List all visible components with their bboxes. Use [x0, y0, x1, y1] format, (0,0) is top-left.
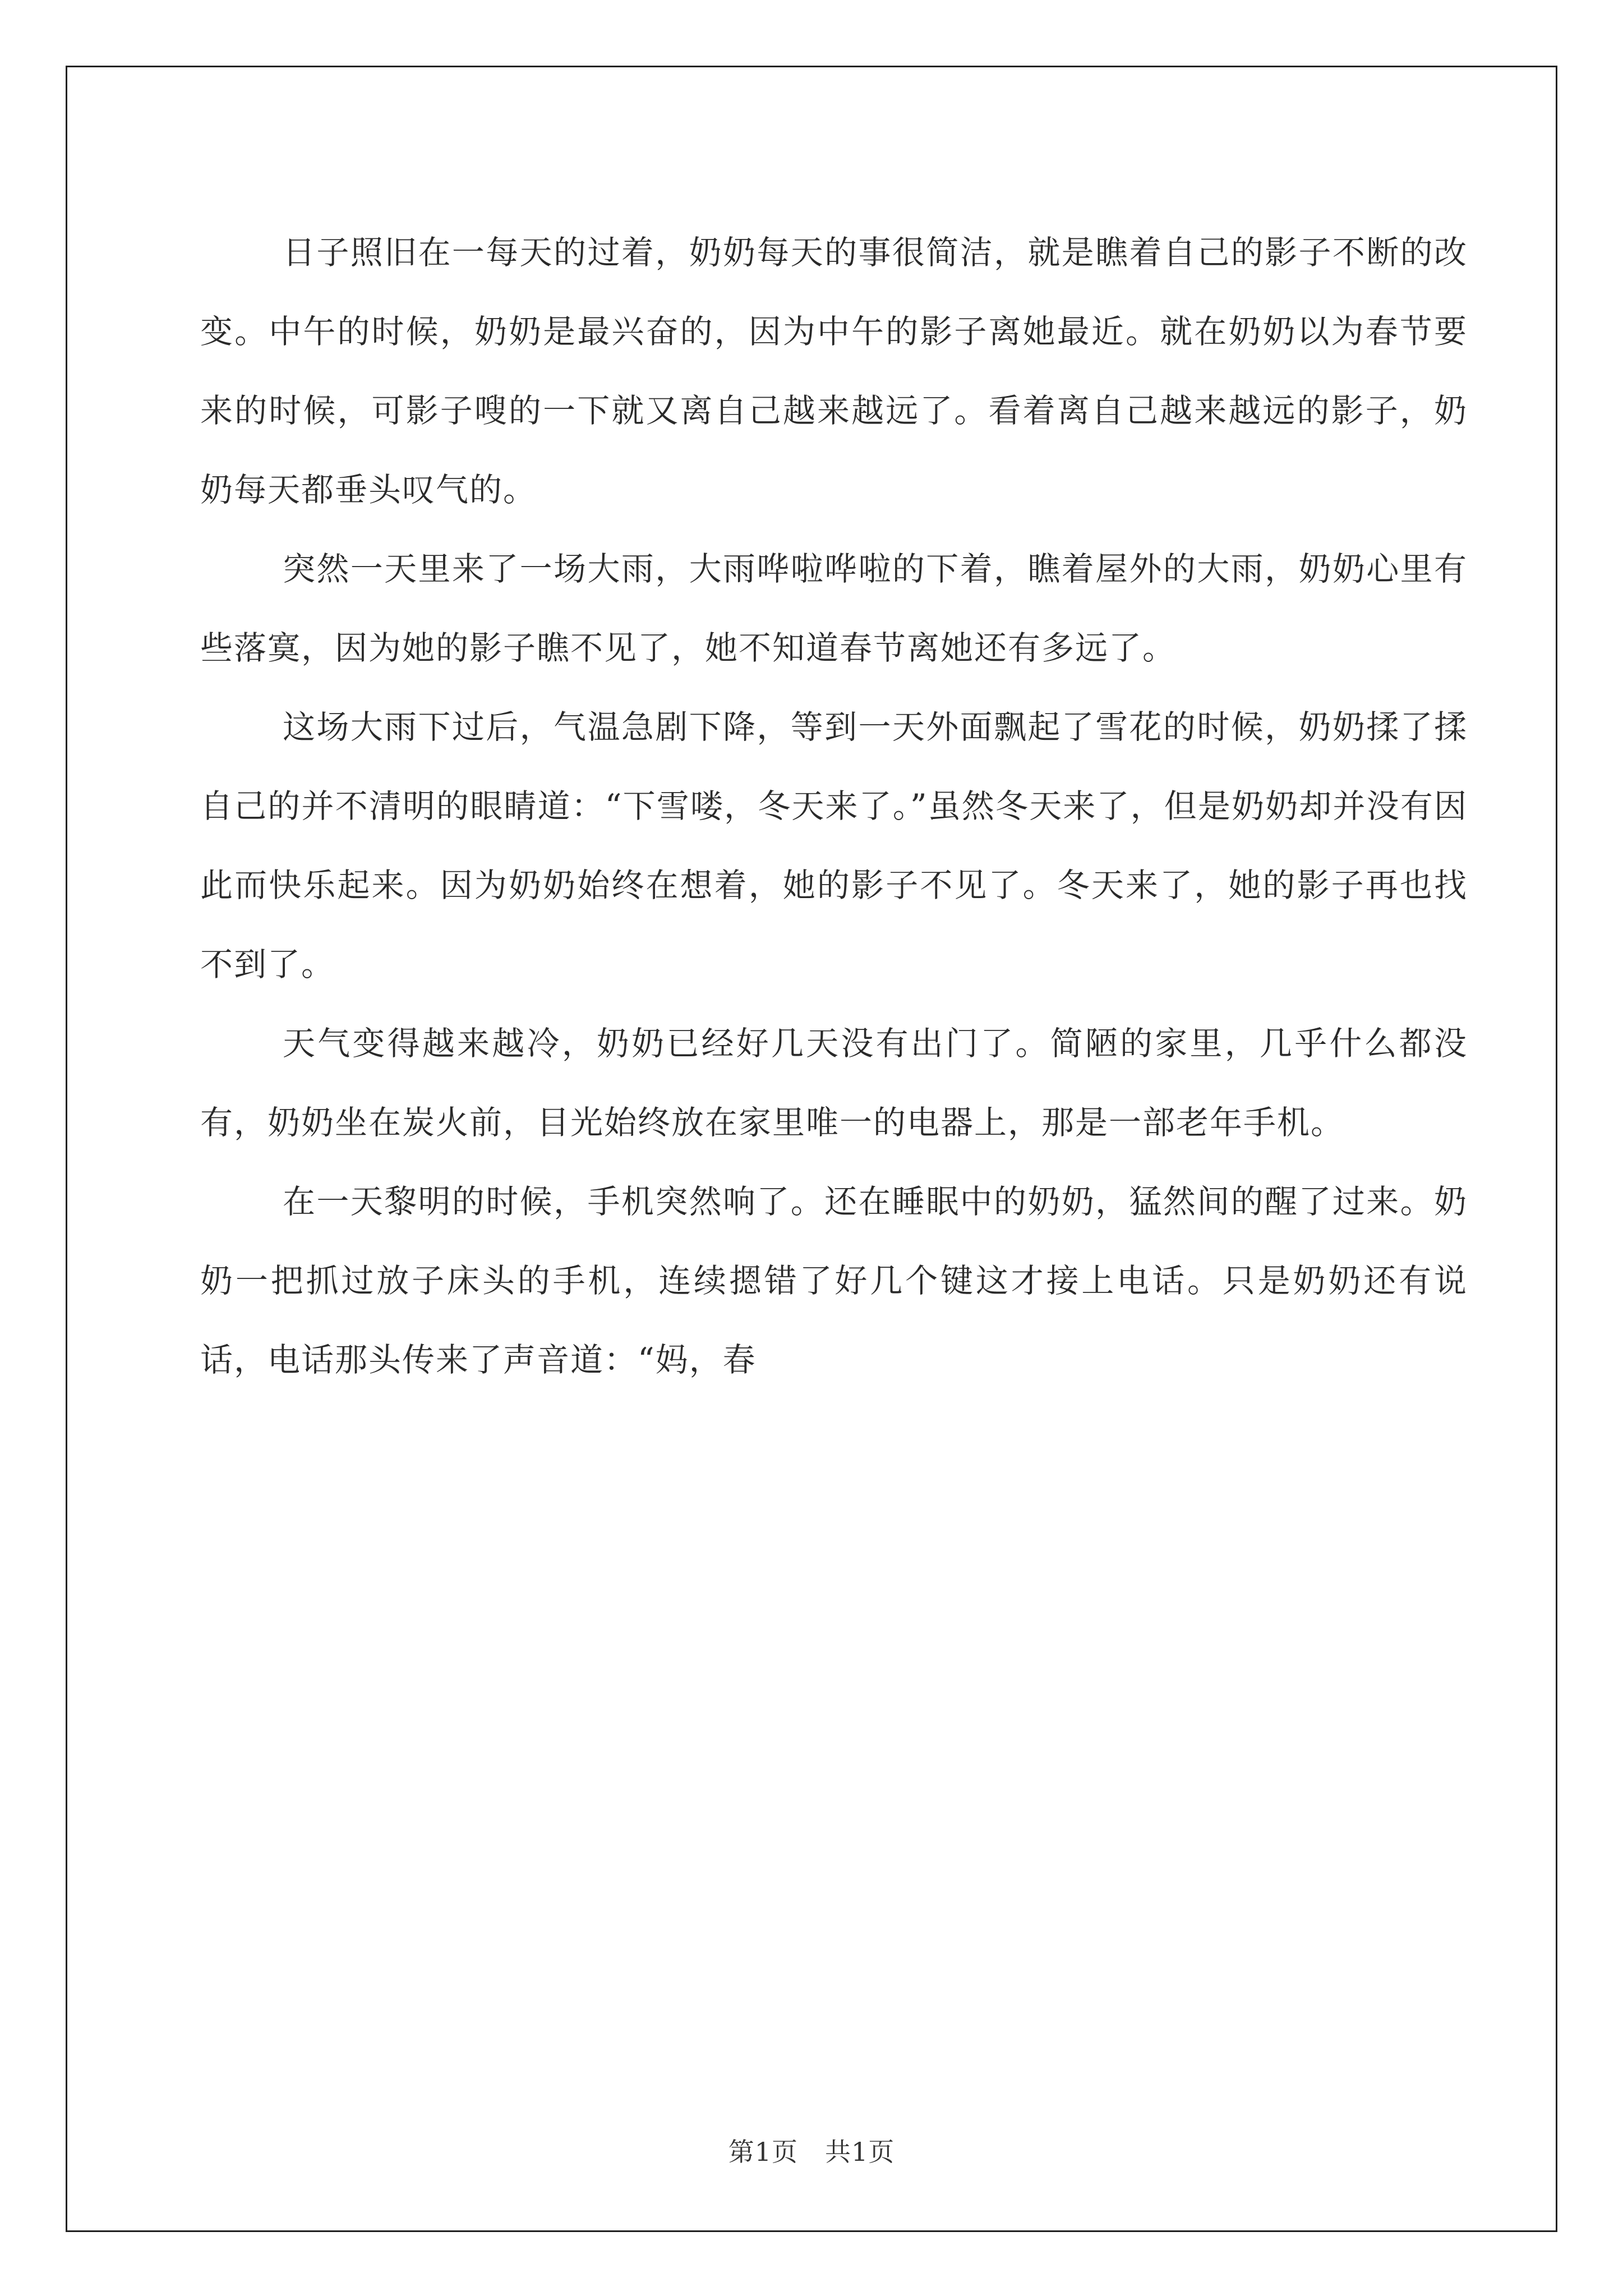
paragraph-1: 日子照旧在一每天的过着，奶奶每天的事很简洁，就是瞧着自己的影子不断的改变。中午的时候，奶奶是最兴奋的，因为中午的影子离她最近。就在奶奶以为春节要来的时候，可影子嗖的一下就又离自己越来越远了。看着离自己越来越远的影子，奶奶每天都垂头叹气的。: [200, 233, 1468, 509]
paragraph-2: 突然一天里来了一场大雨，大雨哗啦哗啦的下着，瞧着屋外的大雨，奶奶心里有些落寞，因为她的影子瞧不见了，她不知道春节离她还有多远了。: [200, 550, 1468, 667]
page-footer: [0, 2132, 1623, 2169]
page-number-total: 共1页: [825, 2137, 895, 2167]
paragraph-5: 在一天黎明的时候，手机突然响了。还在睡眠中的奶奶，猛然间的醒了过来。奶奶一把抓过放子床头的手机，连续摁错了好几个键这才接上电话。只是奶奶还有说话，电话那头传来了声音道：“妈，春: [200, 1182, 1468, 1379]
paragraph-4: 天气变得越来越冷，奶奶已经好几天没有出门了。简陋的家里，几乎什么都没有，奶奶坐在炭火前，目光始终放在家里唯一的电器上，那是一部老年手机。: [200, 1024, 1468, 1142]
document-body: [200, 213, 1468, 1400]
paragraph-3: 这场大雨下过后，气温急剧下降，等到一天外面飘起了雪花的时候，奶奶揉了揉自己的并不清明的眼睛道：“下雪喽，冬天来了。”虽然冬天来了，但是奶奶却并没有因此而快乐起来。因为奶奶始终在想着，她的影子不见了。冬天来了，她的影子再也找不到了。: [200, 708, 1468, 983]
page-number-current: 第1页: [728, 2137, 798, 2167]
